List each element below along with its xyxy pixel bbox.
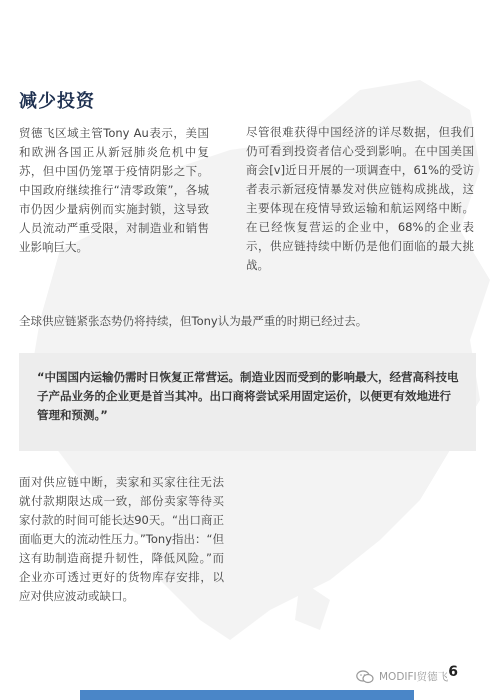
bottom-paragraph: 面对供应链中断，卖家和买家往往无法就付款期限达成一致，部份卖家等待买家付款的时间可能长达90天。“出口商正面临更大的流动性压力。”Tony指出：“但这有助制造商提升韧性，降低风险。”而企业亦可透过更好的货物库存安排，以应对供应波动或缺口。 xyxy=(19,475,224,603)
watermark-text: MODIFI贸德飞 xyxy=(379,671,449,683)
quote-box xyxy=(19,353,476,451)
section-heading: 减少投资 xyxy=(19,91,95,112)
left-column-paragraph: 贸德飞区域主管Tony Au表示，美国和欧洲各国正从新冠肺炎危机中复苏，但中国仍笼罩于疫情阴影之下。中国政府继续推行“清零政策”，各城市仍因少量病例而实施封锁，这导致人员流动严重受限，对制造业和销售业影响巨大。 xyxy=(19,126,209,254)
bottom-accent-bar xyxy=(80,690,414,700)
quote-text: “中国国内运输仍需时日恢复正常营运。制造业因而受到的影响最大，经营高科技电子产品业务的企业更是首当其冲。出口商将尝试采用固定运价，以便更有效地进行管理和预测。” xyxy=(37,370,459,422)
right-column-paragraph: 尽管很难获得中国经济的详尽数据，但我们仍可看到投资者信心受到影响。在中国美国商会[v]近日开展的一项调查中，61%的受访者表示新冠疫情暴发对供应链构成挑战，这主要体现在疫情导致运输和航运网络中断。在已经恢复营运的企业中，68%的企业表示，供应链持续中断仍是他们面临的最大挑战。 xyxy=(246,125,474,272)
summary-line: 全球供应链紧张态势仍将持续，但Tony认为最严重的时期已经过去。 xyxy=(19,314,368,328)
wechat-icon xyxy=(356,670,374,684)
page-number: 6 xyxy=(448,664,458,680)
watermark xyxy=(356,669,448,684)
